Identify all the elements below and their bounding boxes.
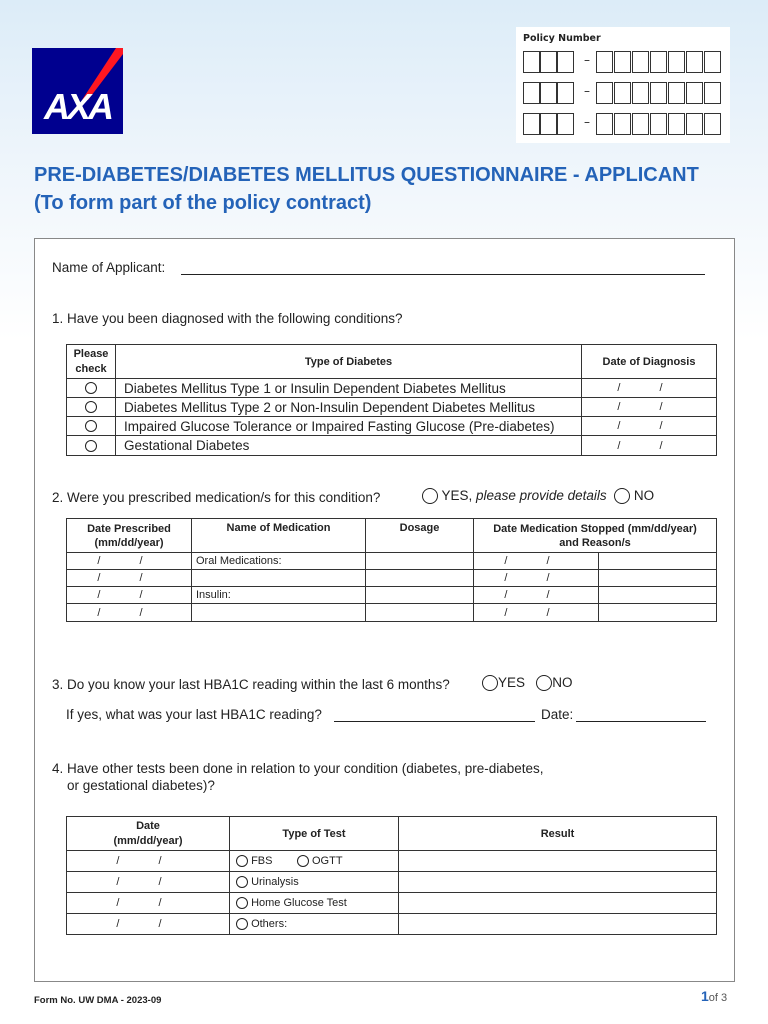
- q3-yes-radio[interactable]: [482, 675, 498, 691]
- q2-no-radio[interactable]: [614, 488, 630, 504]
- table-row: / / Urinalysis: [67, 872, 717, 893]
- question-1: 1. Have you been diagnosed with the following conditions?: [52, 311, 403, 326]
- question-3: 3. Do you know your last HBA1C reading within the last 6 months?: [52, 677, 450, 692]
- checkbox-radio[interactable]: [85, 440, 97, 452]
- axa-logo: [32, 48, 123, 134]
- table-row: / / Oral Medications: / /: [67, 553, 717, 570]
- question-4-cont: or gestational diabetes)?: [67, 778, 215, 793]
- table-row: / / Home Glucose Test: [67, 893, 717, 914]
- hba1c-followup-label: If yes, what was your last HBA1C reading?: [66, 707, 322, 722]
- logo-text: AXA: [43, 86, 111, 127]
- applicant-name-field[interactable]: [181, 274, 705, 275]
- checkbox-radio[interactable]: [85, 382, 97, 394]
- question-2: 2. Were you prescribed medication/s for this condition?: [52, 490, 381, 505]
- home-glucose-radio[interactable]: [236, 897, 248, 909]
- fbs-radio[interactable]: [236, 855, 248, 867]
- table-row: / / Insulin: / /: [67, 587, 717, 604]
- table-row: / / Others:: [67, 914, 717, 935]
- form-title: PRE-DIABETES/DIABETES MELLITUS QUESTIONNAIRE - APPLICANT: [34, 164, 699, 186]
- tests-table: Date (mm/dd/year) Type of Test Result / / FBS OGTT / / Urinalysis / / Home Glucose Test / / Others:: [66, 816, 717, 935]
- table-row: Diabetes Mellitus Type 2 or Non-Insulin Dependent Diabetes Mellitus / /: [67, 398, 717, 417]
- form-subtitle: (To form part of the policy contract): [34, 192, 372, 214]
- form-number: Form No. UW DMA - 2023-09: [34, 995, 162, 1006]
- table-row: / / / /: [67, 570, 717, 587]
- ogtt-radio[interactable]: [297, 855, 309, 867]
- date-of-diagnosis-header: Date of Diagnosis: [582, 345, 717, 379]
- checkbox-radio[interactable]: [85, 401, 97, 413]
- others-radio[interactable]: [236, 918, 248, 930]
- hba1c-date-field[interactable]: [576, 721, 706, 722]
- table-row: / / FBS OGTT: [67, 851, 717, 872]
- table-row: / / / /: [67, 604, 717, 622]
- hba1c-date-label: Date:: [541, 707, 574, 722]
- policy-number-box: Policy Number – – –: [516, 27, 730, 143]
- checkbox-radio[interactable]: [85, 420, 97, 432]
- q3-options: YES NO: [482, 675, 573, 691]
- policy-number-label: Policy Number: [523, 33, 601, 44]
- table-row: Diabetes Mellitus Type 1 or Insulin Dependent Diabetes Mellitus / /: [67, 379, 717, 398]
- hba1c-reading-field[interactable]: [334, 721, 535, 722]
- page-indicator: 1of 3: [701, 988, 728, 1004]
- urinalysis-radio[interactable]: [236, 876, 248, 888]
- type-of-diabetes-header: Type of Diabetes: [116, 345, 582, 379]
- q3-no-radio[interactable]: [536, 675, 552, 691]
- medication-table: Date Prescribed (mm/dd/year) Name of Medication Dosage Date Medication Stopped (mm/dd/year) and Reason/s / / Oral Medications: / / / / / / / / Insulin: / / / / / /: [66, 518, 717, 622]
- question-4: 4. Have other tests been done in relation to your condition (diabetes, pre-diabetes,: [52, 761, 544, 776]
- applicant-name-label: Name of Applicant:: [52, 260, 166, 275]
- q2-options: YES, please provide details NO: [422, 488, 654, 504]
- q2-yes-radio[interactable]: [422, 488, 438, 504]
- table-row: Impaired Glucose Tolerance or Impaired Fasting Glucose (Pre-diabetes) / /: [67, 417, 717, 436]
- table-row: Gestational Diabetes / /: [67, 436, 717, 456]
- diagnosis-table: Please check Type of Diabetes Date of Diagnosis Diabetes Mellitus Type 1 or Insulin Dependent Diabetes Mellitus / / Diabetes Mellitus Type 2 or Non-Insulin Dependent Diabetes Mellitus / / Impaired Glucose Tolerance or Impaired Fasting Glucose (Pre-diabetes) / / Gestational Diabetes / /: [66, 344, 717, 456]
